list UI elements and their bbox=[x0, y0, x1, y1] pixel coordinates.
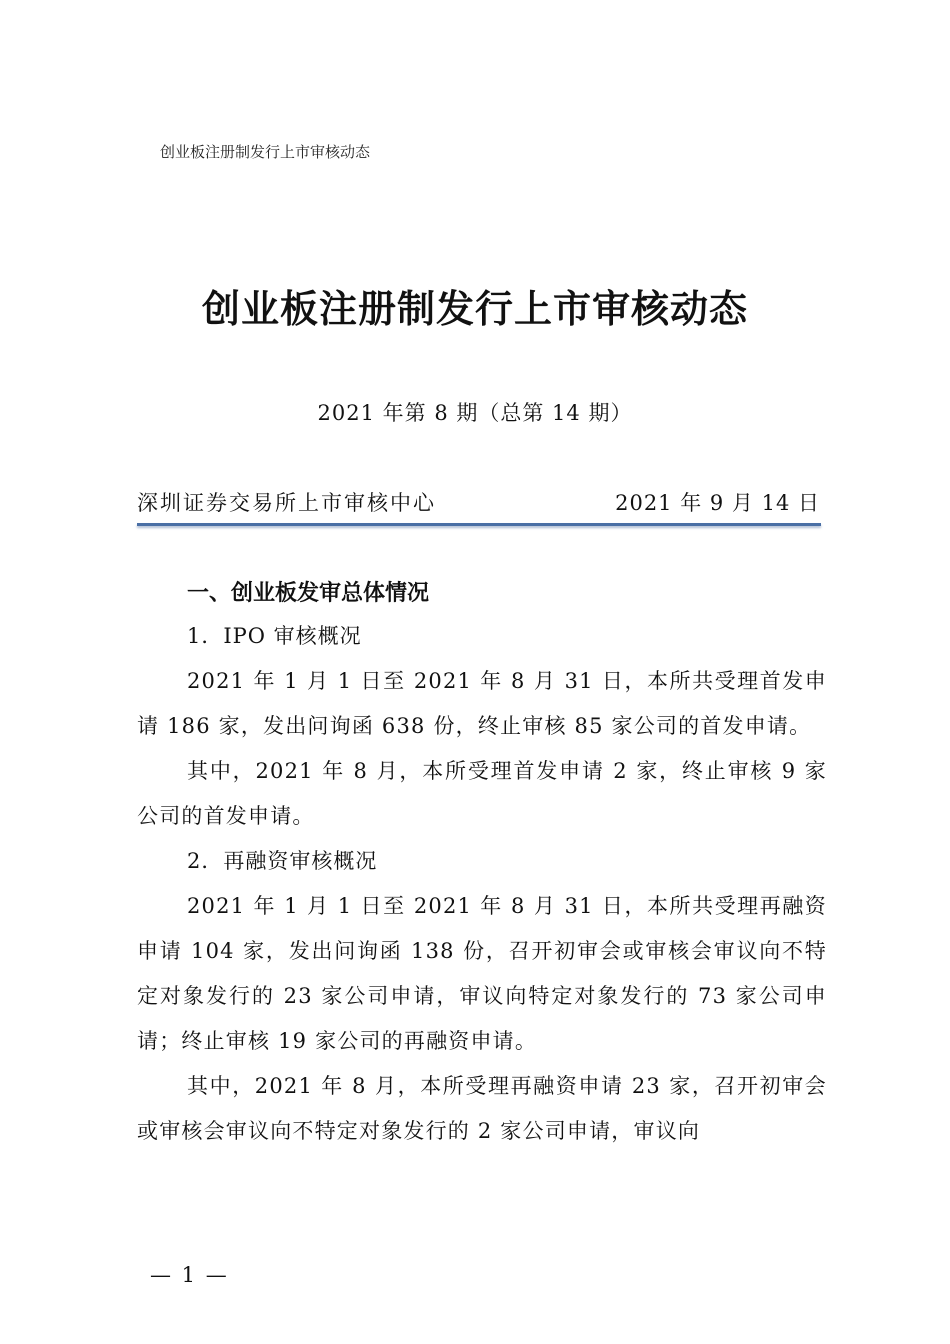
header-divider bbox=[137, 523, 821, 526]
subsection-refinancing-heading: 2．再融资审核概况 bbox=[187, 849, 378, 873]
page-number: — 1 — bbox=[150, 1263, 229, 1287]
paragraph-ipo-august: 其中，2021 年 8 月，本所受理首发申请 2 家，终止审核 9 家公司的首发申请。 bbox=[137, 759, 827, 828]
paragraph-refinancing-august: 其中，2021 年 8 月，本所受理再融资申请 23 家，召开初审会或审核会审议向不特定对象发行的 2 家公司申请，审议向 bbox=[137, 1074, 827, 1143]
subsection-ipo-heading: 1．IPO 审核概况 bbox=[187, 624, 362, 648]
paragraph-refinancing-summary: 2021 年 1 月 1 日至 2021 年 8 月 31 日，本所共受理再融资申请 104 家，发出问询函 138 份，召开初审会或审核会审议向不特定对象发行的 23 家公司申请，审议向特定对象发行的 73 家公司申请；终止审核 19 家公司的再融资申请。 bbox=[137, 894, 827, 1053]
document-body bbox=[137, 573, 827, 1154]
document-title: 创业板注册制发行上市审核动态 bbox=[201, 287, 748, 331]
issue-number: 2021 年第 8 期（总第 14 期） bbox=[317, 401, 633, 425]
section-heading: 一、创业板发审总体情况 bbox=[187, 581, 430, 606]
publish-date: 2021 年 9 月 14 日 bbox=[615, 491, 820, 515]
paragraph-ipo-summary: 2021 年 1 月 1 日至 2021 年 8 月 31 日，本所共受理首发申请 186 家，发出问询函 638 份，终止审核 85 家公司的首发申请。 bbox=[137, 669, 827, 738]
publisher: 深圳证券交易所上市审核中心 bbox=[137, 491, 436, 515]
running-header: 创业板注册制发行上市审核动态 bbox=[160, 143, 371, 161]
